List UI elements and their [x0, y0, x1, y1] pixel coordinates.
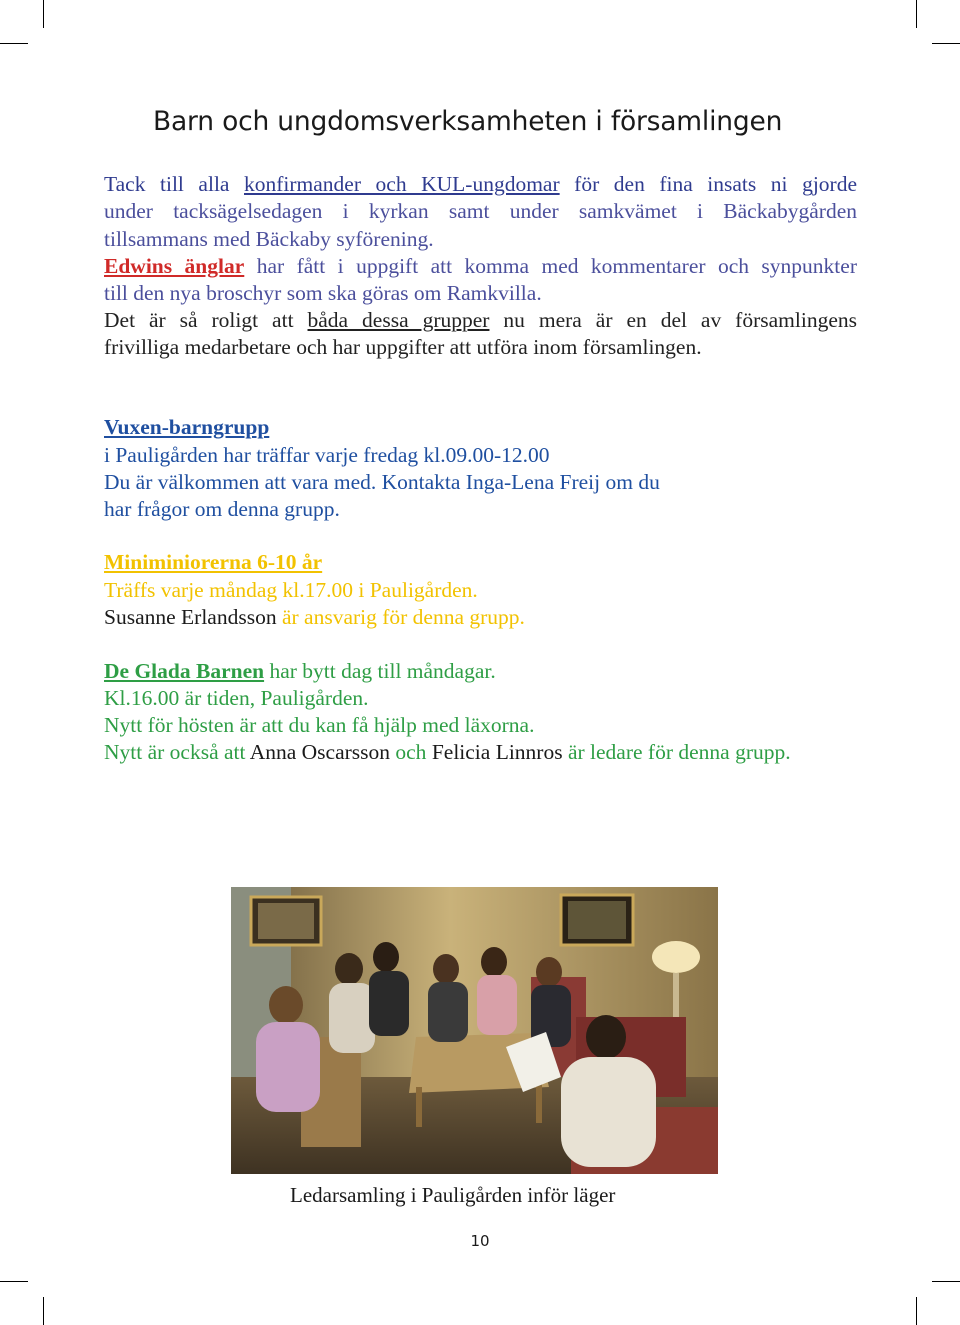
leader-name: Susanne Erlandsson	[104, 605, 277, 629]
text: och	[390, 740, 432, 764]
page-number: 10	[470, 1232, 490, 1250]
crop-mark	[0, 1281, 28, 1282]
mini-line: Träffs varje måndag kl.17.00 i Pauligården.	[104, 578, 478, 602]
intro-line	[104, 307, 857, 333]
text: Nytt är också att	[104, 740, 250, 764]
text: nu mera är en del av församlingens	[489, 308, 857, 332]
edwins-anglar-link[interactable]: Edwins änglar	[104, 254, 245, 278]
text: Tack till alla	[104, 172, 244, 196]
leader-name: Felicia Linnros	[431, 740, 563, 764]
mini-line	[104, 604, 525, 630]
intro-line: tillsammans med Bäckaby syförening.	[104, 227, 434, 251]
vuxen-line: har frågor om denna grupp.	[104, 497, 340, 521]
crop-mark	[916, 1297, 917, 1325]
intro-line	[104, 253, 857, 279]
text: är ansvarig för denna grupp.	[276, 605, 525, 629]
groups-link[interactable]: båda dessa grupper	[307, 308, 490, 332]
glada-title-line	[104, 658, 496, 684]
text: Det är så roligt att	[104, 308, 308, 332]
crop-mark	[916, 0, 917, 28]
intro-line: frivilliga medarbetare och har uppgifter att utföra inom församlingen.	[104, 335, 702, 359]
intro-line	[104, 171, 857, 197]
mini-title[interactable]: Miniminiorerna 6-10 år	[104, 550, 323, 574]
crop-mark	[43, 1297, 44, 1325]
vuxen-line: i Pauligården har träffar varje fredag kl.09.00-12.00	[104, 443, 550, 467]
group-photo	[231, 887, 718, 1174]
vuxen-title[interactable]: Vuxen-barngrupp	[104, 415, 270, 439]
crop-mark	[932, 1281, 960, 1282]
glada-line: Kl.16.00 är tiden, Pauligården.	[104, 686, 369, 710]
text: har fått i uppgift att komma med kommentarer och synpunkter	[244, 254, 857, 278]
confirmands-link[interactable]: konfirmander och KUL-ungdomar	[244, 172, 560, 196]
intro-line: under tacksägelsedagen i kyrkan samt under samkvämet i Bäckabygården	[104, 199, 857, 223]
photo-caption: Ledarsamling i Pauligården inför läger	[290, 1183, 616, 1207]
leader-name: Anna Oscarsson	[249, 740, 391, 764]
intro-line: till den nya broschyr som ska göras om Ramkvilla.	[104, 281, 542, 305]
page-title: Barn och ungdomsverksamheten i församlingen	[153, 106, 783, 137]
crop-mark	[43, 0, 44, 28]
crop-mark	[0, 43, 28, 44]
text: är ledare för denna grupp.	[562, 740, 791, 764]
vuxen-line: Du är välkommen att vara med. Kontakta Inga-Lena Freij om du	[104, 470, 660, 494]
text: för den fina insats ni gjorde	[559, 172, 857, 196]
text: har bytt dag till måndagar.	[264, 659, 496, 683]
glada-title[interactable]: De Glada Barnen	[104, 659, 265, 683]
crop-mark	[932, 43, 960, 44]
glada-line: Nytt för hösten är att du kan få hjälp med läxorna.	[104, 713, 535, 737]
glada-line	[104, 739, 791, 765]
